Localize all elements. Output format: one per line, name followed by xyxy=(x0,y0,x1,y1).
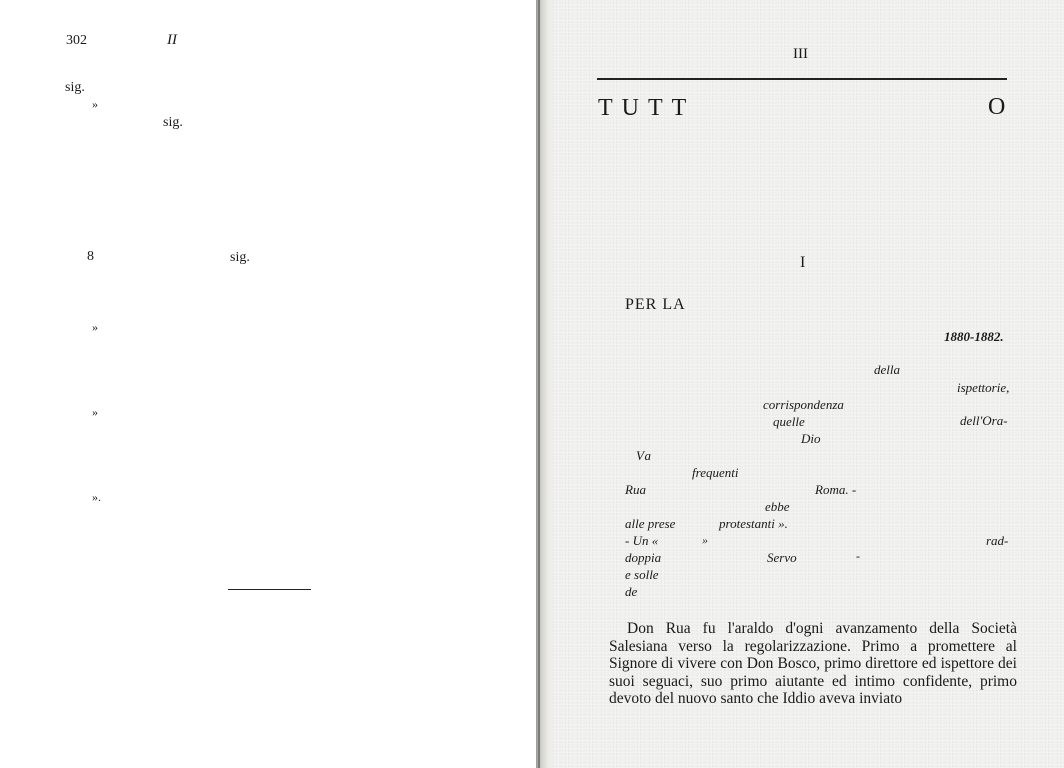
section-dates: 1880-1882. xyxy=(944,329,1004,344)
page-number: 302 xyxy=(66,33,87,48)
summary-fragment-e-solle: e solle xyxy=(625,567,659,582)
header-rule xyxy=(597,78,1007,80)
summary-fragment-rad: rad- xyxy=(986,533,1009,548)
summary-fragment-protestanti: protestanti ». xyxy=(719,516,788,531)
summary-fragment-corrispondenza: corrispondenza xyxy=(763,397,844,412)
summary-fragment-alle-prese: alle prese xyxy=(625,516,676,531)
summary-fragment-dio: Dio xyxy=(801,431,821,446)
running-head-left: II xyxy=(167,32,177,48)
footnote-rule xyxy=(228,589,311,590)
left-line-quote-1: » xyxy=(92,97,98,111)
left-line-quote-4: ». xyxy=(92,490,101,504)
summary-fragment-un: - Un « xyxy=(625,533,659,548)
left-line-quote-2: » xyxy=(92,320,98,334)
summary-fragment-ebbe: ebbe xyxy=(765,499,790,514)
section-numeral: I xyxy=(800,254,806,271)
summary-fragment-dash: - xyxy=(856,549,860,563)
summary-fragment-servo: Servo xyxy=(767,550,797,565)
chapter-title-left: TUTT xyxy=(598,95,696,121)
gutter-line xyxy=(538,0,540,768)
summary-fragment-rua: Rua xyxy=(625,482,646,497)
body-paragraph: Don Rua fu l'araldo d'ogni avanzamento della Società Salesiana verso la regolarizzazione. Primo a promettere al Signore di vivere con Don Bosco, primo direttore ed ispettore dei suoi seguaci, suo primo aiutante ed intimo confidente, primo devoto del nuovo santo che Iddio aveva inviato xyxy=(609,620,1017,707)
summary-fragment-quote: » xyxy=(702,533,708,547)
chapter-title-right: O xyxy=(988,94,1006,120)
left-line-quote-3: » xyxy=(92,405,98,419)
summary-fragment-dellora: dell'Ora- xyxy=(960,413,1008,428)
section-heading: PER LA xyxy=(625,296,686,313)
left-line-sig-2: sig. xyxy=(163,115,183,130)
running-head-right: III xyxy=(793,46,808,62)
summary-fragment-doppia: doppia xyxy=(625,550,662,565)
summary-fragment-ispettorie: ispettorie, xyxy=(957,380,1010,395)
summary-fragment-roma: Roma. - xyxy=(815,482,857,497)
summary-fragment-va: Va xyxy=(636,448,653,463)
summary-fragment-quelle: quelle xyxy=(773,414,805,429)
summary-fragment-della: della xyxy=(874,362,900,377)
summary-fragment-frequenti: frequenti xyxy=(692,465,739,480)
left-line-sig-3: sig. xyxy=(230,250,250,265)
left-line-sig-1: sig. xyxy=(65,80,85,95)
summary-fragment-de: de xyxy=(625,584,638,599)
left-line-number-8: 8 xyxy=(87,249,94,264)
